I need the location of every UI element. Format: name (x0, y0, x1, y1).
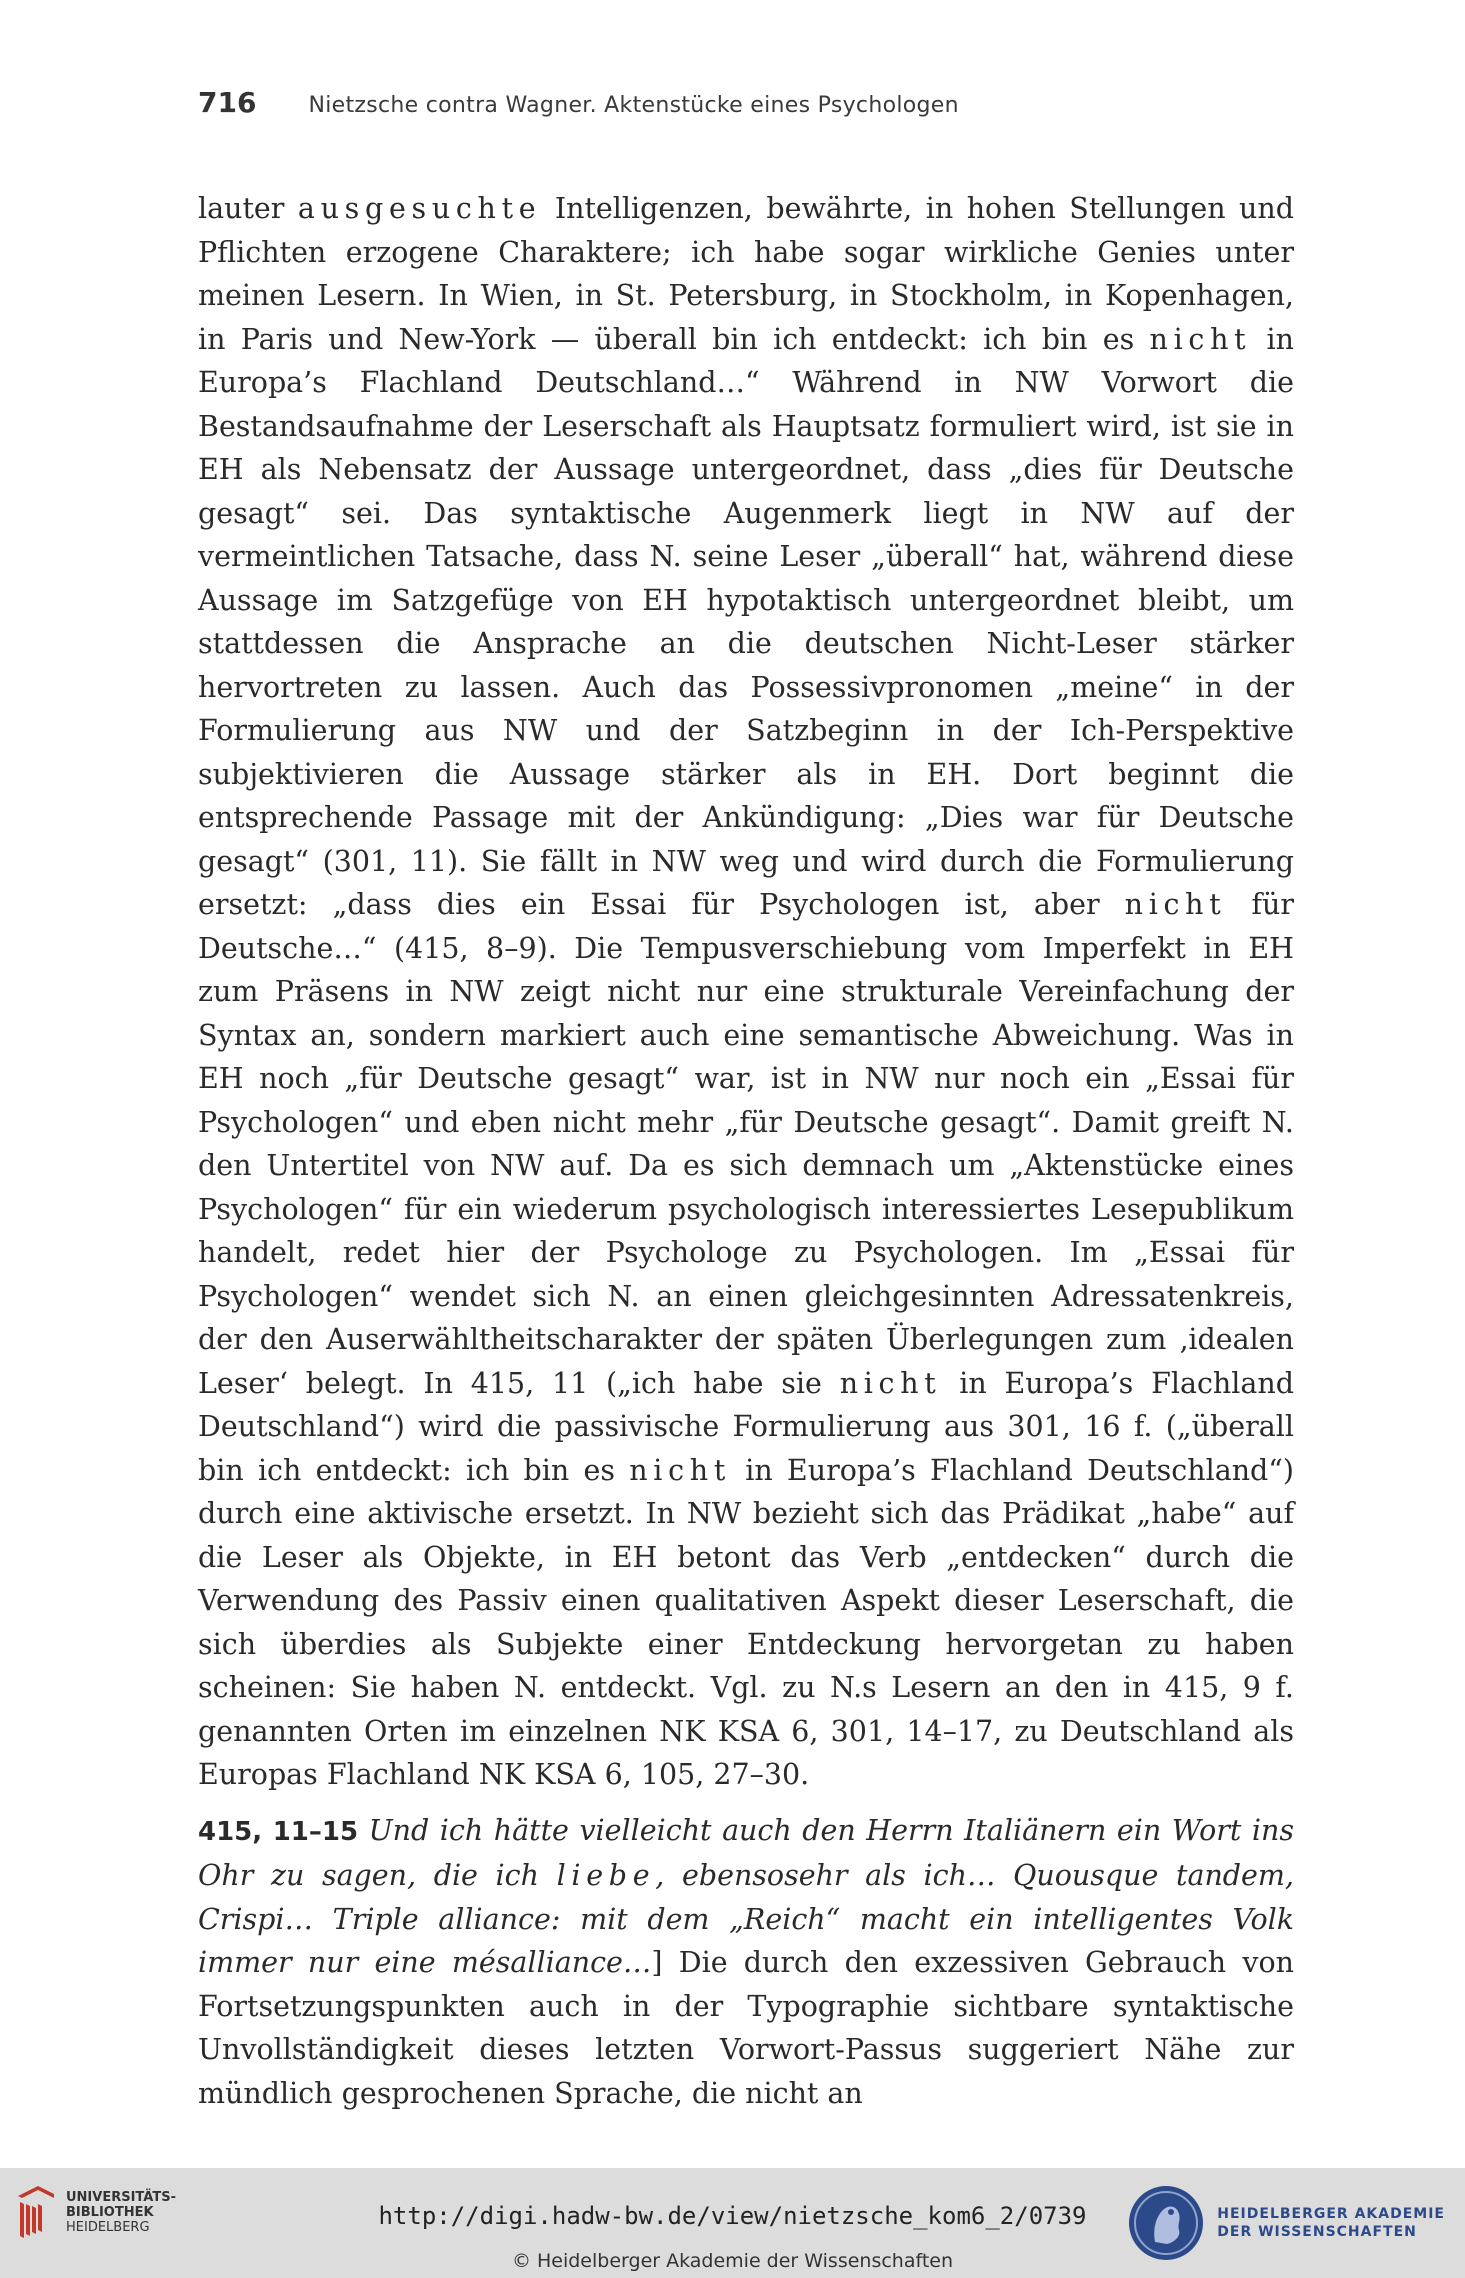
text-run: in Europa’s Flachland Deutschland“) durch eine aktivische ersetzt. In NW bezieht sich das Prädikat „habe“ auf die Leser als Objekte, in EH betont das Verb „entdecken“ durch die Verwendung des Passiv einen qualitativen Aspekt dieser Leserschaft, die sich überdies als Subjekte einer Entdeckung hervorgetan zu haben scheinen: Sie haben N. entdeckt. Vgl. zu N.s Lesern an den in 415, 9 f. genannten Orten im einzelnen NK KSA 6, 301, 14–17, zu Deutschland als Europas Flachland NK KSA 6, 105, 27–30. (198, 1453, 1294, 1791)
lemma-reference: 415, 11–15 (198, 1816, 359, 1847)
hadw-logo[interactable] (1127, 2184, 1445, 2262)
hadw-logo-line-1: HEIDELBERGER AKADEMIE (1217, 2206, 1445, 2222)
hadw-logo-text (1217, 2205, 1445, 2241)
running-title: Nietzsche contra Wagner. Aktenstücke eines Psychologen (308, 93, 959, 118)
spaced-emphasis: nicht (1124, 888, 1227, 921)
spaced-emphasis: ausgesuchte (297, 192, 542, 225)
text-run: für Deutsche…“ (415, 8–9). Die Tempusverschiebung vom Imperfekt in EH zum Präsens in NW zeigt nicht nur eine strukturale Vereinfachung der Syntax an, sondern markiert auch eine semantische Abweichung. Was in EH noch „für Deutsche gesagt“ war, ist in NW nur noch ein „Essai für Psychologen“ und eben nicht mehr „für Deutsche gesagt“. Damit greift N. den Untertitel von NW auf. Da es sich demnach um „Aktenstücke eines Psychologen“ für ein wiederum psychologisch interessiertes Lesepublikum handelt, redet hier der Psychologe zu Psychologen. Im „Essai für Psychologen“ wendet sich N. an einen gleichgesinnten Adressatenkreis, der den Auserwähltheitscharakter der späten Überlegungen zum ‚idealen Leser‘ belegt. In 415, 11 („ich habe sie (198, 888, 1294, 1400)
paragraph-2-lemma-commentary (198, 1809, 1294, 2116)
hadw-logo-line-2: DER WISSENSCHAFTEN (1217, 2224, 1417, 2240)
paragraph-1 (198, 187, 1294, 1797)
spaced-emphasis: nicht (1149, 322, 1252, 356)
page-number: 716 (198, 86, 257, 119)
digitization-footer (0, 2168, 1465, 2278)
quoted-lemma-spaced: liebe (556, 1859, 656, 1892)
text-run: in Europa’s Flachland Deutschland“) wird die passivische Formulierung aus 301, 16 f. („überall bin ich entdeckt: ich bin es (198, 1366, 1294, 1487)
text-run: in Europa’s Flachland Deutschland…“ Während in NW Vorwort die Bestandsaufnahme der Leserschaft als Hauptsatz formuliert wird, ist sie in EH als Nebensatz der Aussage untergeordnet, dass „dies für Deutsche gesagt“ sei. Das syntaktische Augenmerk liegt in NW auf der vermeintlichen Tatsache, dass N. seine Leser „überall“ hat, während diese Aussage im Satzgefüge von EH hypotaktisch untergeordnet bleibt, um stattdessen die Ansprache an die deutschen Nicht-Leser stärker hervortreten zu lassen. Auch das Possessivpronomen „meine“ in der Formulierung aus NW und der Satzbeginn in der Ich-Perspektive subjektivieren die Aussage stärker als in EH. Dort beginnt die entsprechende Passage mit der Ankündigung: „Dies war für Deutsche gesagt“ (301, 11). Sie fällt in NW weg und wird durch die Formulierung ersetzt: „dass dies ein Essai für Psychologen ist, aber (198, 322, 1295, 921)
text-run: ] Die durch den exzessiven Gebrauch von Fortsetzungspunkten auch in der Typographie sichtbare syntaktische Unvollständigkeit dieses letzten Vorwort-Passus suggeriert Nähe zur mündlich gesprochenen Sprache, die nicht an (198, 1946, 1294, 2110)
page-header (198, 86, 959, 119)
quoted-lemma: , ebensosehr als ich… Quousque tandem, Crispi… Triple alliance: mit dem „Reich“ macht ein intelligentes Volk immer nur eine mésalliance… (198, 1859, 1294, 1979)
text-run: lauter (198, 192, 298, 225)
hadw-seal-icon (1127, 2184, 1205, 2262)
ub-logo-line-1: UNIVERSITÄTS- (66, 2189, 176, 2205)
copyright-notice: © Heidelberger Akademie der Wissenschaften (511, 2250, 954, 2272)
spaced-emphasis: nicht (629, 1453, 731, 1487)
permalink-url[interactable]: http://digi.hadw-bw.de/view/nietzsche_kom6_2/0739 (378, 2202, 1087, 2230)
ub-logo-line-3: HEIDELBERG (66, 2219, 150, 2235)
commentary-text (198, 187, 1294, 2115)
text-run (358, 1814, 369, 1847)
spaced-emphasis: nicht (839, 1366, 942, 1400)
quoted-lemma: Und ich hätte vielleicht auch den Herrn Italiänern ein Wort ins Ohr zu sagen, die ich (198, 1813, 1294, 1892)
ub-logo-line-2: BIBLIOTHEK (66, 2204, 154, 2220)
text-run: Intelligenzen, bewährte, in hohen Stellungen und Pflichten erzogene Charaktere; ich habe sogar wirkliche Genies unter meinen Lesern. In Wien, in St. Petersburg, in Stockholm, in Kopenhagen, in Paris und New-York — überall bin ich entdeckt: ich bin es (198, 192, 1295, 356)
